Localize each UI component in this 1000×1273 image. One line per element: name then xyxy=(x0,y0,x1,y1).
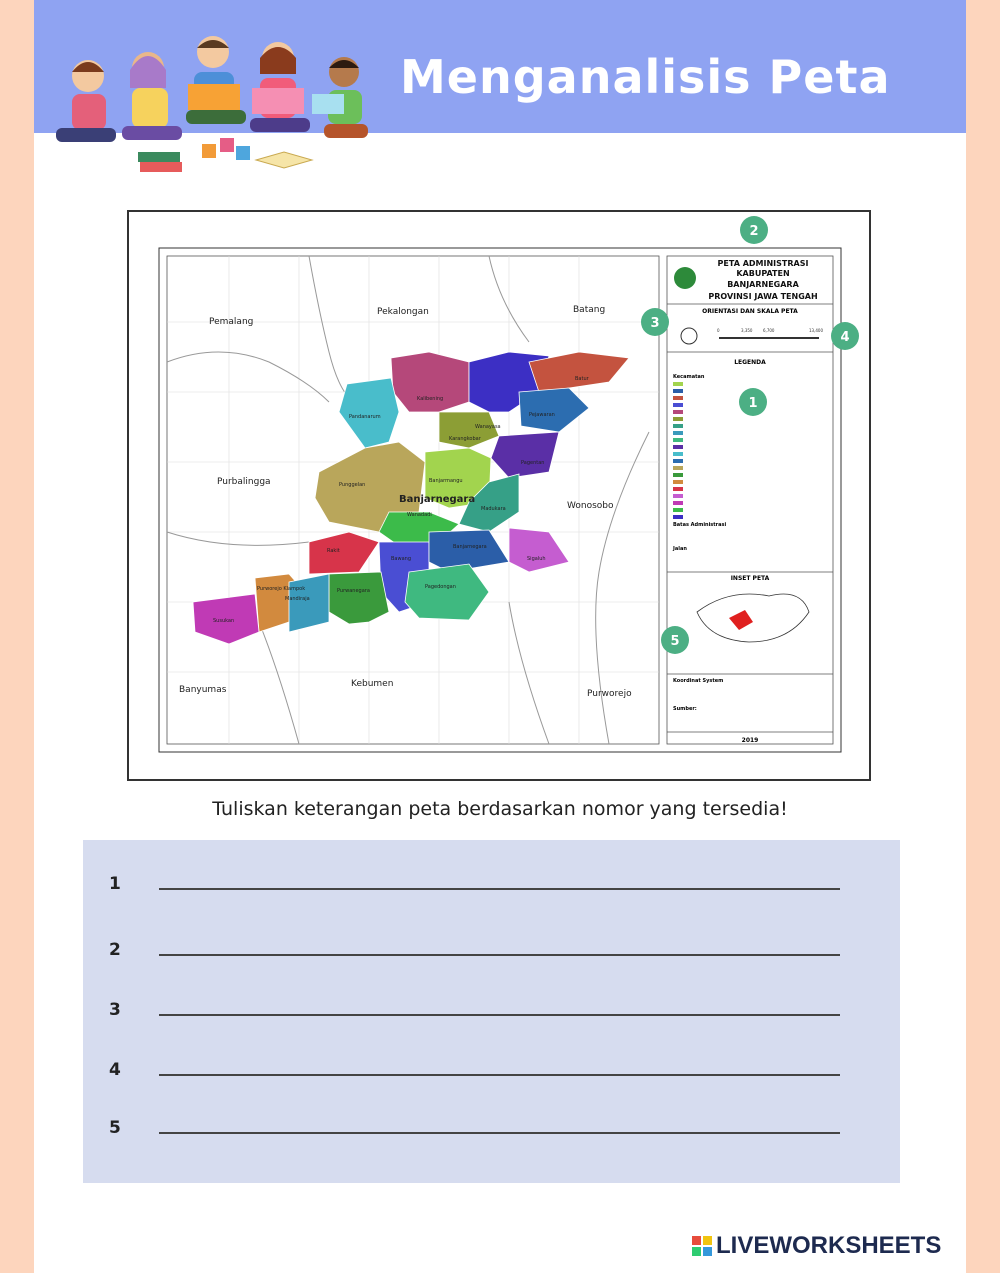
svg-text:Purworejo Klampok: Purworejo Klampok xyxy=(257,586,306,592)
svg-text:Kalibening: Kalibening xyxy=(417,396,444,402)
svg-text:1: 1 xyxy=(748,396,758,411)
kid-5-icon xyxy=(312,57,368,138)
svg-text:PROVINSI JAWA TENGAH: PROVINSI JAWA TENGAH xyxy=(708,292,818,301)
regency-emblem-icon xyxy=(674,267,696,289)
svg-text:Pandanarum: Pandanarum xyxy=(349,414,381,420)
right-border xyxy=(966,0,1000,1273)
map-year: 2019 xyxy=(741,737,759,744)
answer-input-3[interactable] xyxy=(159,1014,840,1016)
center-label: Banjarnegara xyxy=(399,494,476,505)
answer-input-4[interactable] xyxy=(159,1074,840,1076)
kid-2-icon xyxy=(122,52,182,140)
svg-text:Purwanegara: Purwanegara xyxy=(337,588,370,594)
svg-text:Karangkobar: Karangkobar xyxy=(449,436,481,442)
brand-wordmark: LIVEWORKSHEETS xyxy=(716,1232,942,1259)
answer-number: 4 xyxy=(109,1060,121,1080)
answer-number: 1 xyxy=(109,874,121,894)
legend-label: LEGENDA xyxy=(734,359,766,366)
svg-text:Sigaluh: Sigaluh xyxy=(527,556,546,562)
svg-text:6,700: 6,700 xyxy=(763,328,775,333)
kecamatan-label: Kecamatan xyxy=(673,374,705,380)
answer-row-5 xyxy=(83,1118,900,1148)
kids-reading-illustration xyxy=(48,28,388,188)
orientation-label: ORIENTASI DAN SKALA PETA xyxy=(702,308,798,315)
svg-text:Banjarmangu: Banjarmangu xyxy=(429,478,463,484)
svg-text:4: 4 xyxy=(840,330,850,345)
svg-text:Batang: Batang xyxy=(573,305,606,315)
svg-text:PETA ADMINISTRASI: PETA ADMINISTRASI xyxy=(717,259,809,268)
svg-text:Pekalongan: Pekalongan xyxy=(377,307,429,317)
svg-text:Punggelan: Punggelan xyxy=(339,482,366,488)
svg-text:KABUPATEN: KABUPATEN xyxy=(736,269,790,278)
svg-text:Pemalang: Pemalang xyxy=(209,317,254,327)
batas-label: Batas Administrasi xyxy=(673,522,727,528)
svg-text:Purbalingga: Purbalingga xyxy=(217,477,271,487)
jalan-label: Jalan xyxy=(673,546,687,552)
svg-text:Purworejo: Purworejo xyxy=(587,689,632,699)
books-icon xyxy=(138,138,312,172)
svg-text:3: 3 xyxy=(650,316,660,331)
svg-text:Wonosobo: Wonosobo xyxy=(567,501,614,511)
koordinat-label: Koordinat System xyxy=(673,678,724,684)
answer-number: 2 xyxy=(109,940,121,960)
answer-row-2 xyxy=(83,940,900,970)
answer-input-5[interactable] xyxy=(159,1132,840,1134)
svg-text:Pagedongan: Pagedongan xyxy=(425,584,456,590)
svg-text:3,350: 3,350 xyxy=(741,328,753,333)
kid-3-icon xyxy=(186,36,246,124)
svg-text:Susukan: Susukan xyxy=(213,618,235,624)
inset-label: INSET PETA xyxy=(730,575,770,582)
svg-text:Kebumen: Kebumen xyxy=(351,679,394,689)
svg-text:BANJARNEGARA: BANJARNEGARA xyxy=(727,280,799,289)
svg-text:5: 5 xyxy=(670,634,680,649)
svg-text:13,400: 13,400 xyxy=(809,328,823,333)
svg-text:Bawang: Bawang xyxy=(391,556,411,562)
svg-text:Pagentan: Pagentan xyxy=(521,460,545,466)
svg-text:Banyumas: Banyumas xyxy=(179,685,227,695)
instruction-text: Tuliskan keterangan peta berdasarkan nomor yang tersedia! xyxy=(212,798,788,820)
answer-number: 3 xyxy=(109,1000,121,1020)
page-title: Menganalisis Peta xyxy=(400,50,891,104)
kid-4-icon xyxy=(250,42,310,132)
sumber-label: Sumber: xyxy=(673,706,697,712)
svg-text:2: 2 xyxy=(749,224,759,239)
svg-text:Madukara: Madukara xyxy=(481,506,506,512)
answer-panel xyxy=(83,840,900,1183)
administrative-map xyxy=(129,212,869,779)
svg-text:Batur: Batur xyxy=(575,376,589,382)
answer-row-4 xyxy=(83,1060,900,1090)
liveworksheets-logo-icon xyxy=(692,1236,712,1256)
svg-text:Wanadadi: Wanadadi xyxy=(407,512,432,518)
map-image-frame xyxy=(127,210,871,781)
answer-input-2[interactable] xyxy=(159,954,840,956)
svg-text:Wanayasa: Wanayasa xyxy=(475,424,501,430)
answer-row-3 xyxy=(83,1000,900,1030)
answer-row-1 xyxy=(83,874,900,904)
svg-text:0: 0 xyxy=(717,328,720,333)
answer-input-1[interactable] xyxy=(159,888,840,890)
left-border xyxy=(0,0,34,1273)
kid-1-icon xyxy=(56,60,116,142)
svg-text:Pejawaran: Pejawaran xyxy=(529,412,555,418)
svg-text:Rakit: Rakit xyxy=(327,548,340,554)
svg-text:Banjarnegara: Banjarnegara xyxy=(453,544,487,550)
svg-text:Mandiraja: Mandiraja xyxy=(285,596,310,602)
answer-number: 5 xyxy=(109,1118,121,1138)
